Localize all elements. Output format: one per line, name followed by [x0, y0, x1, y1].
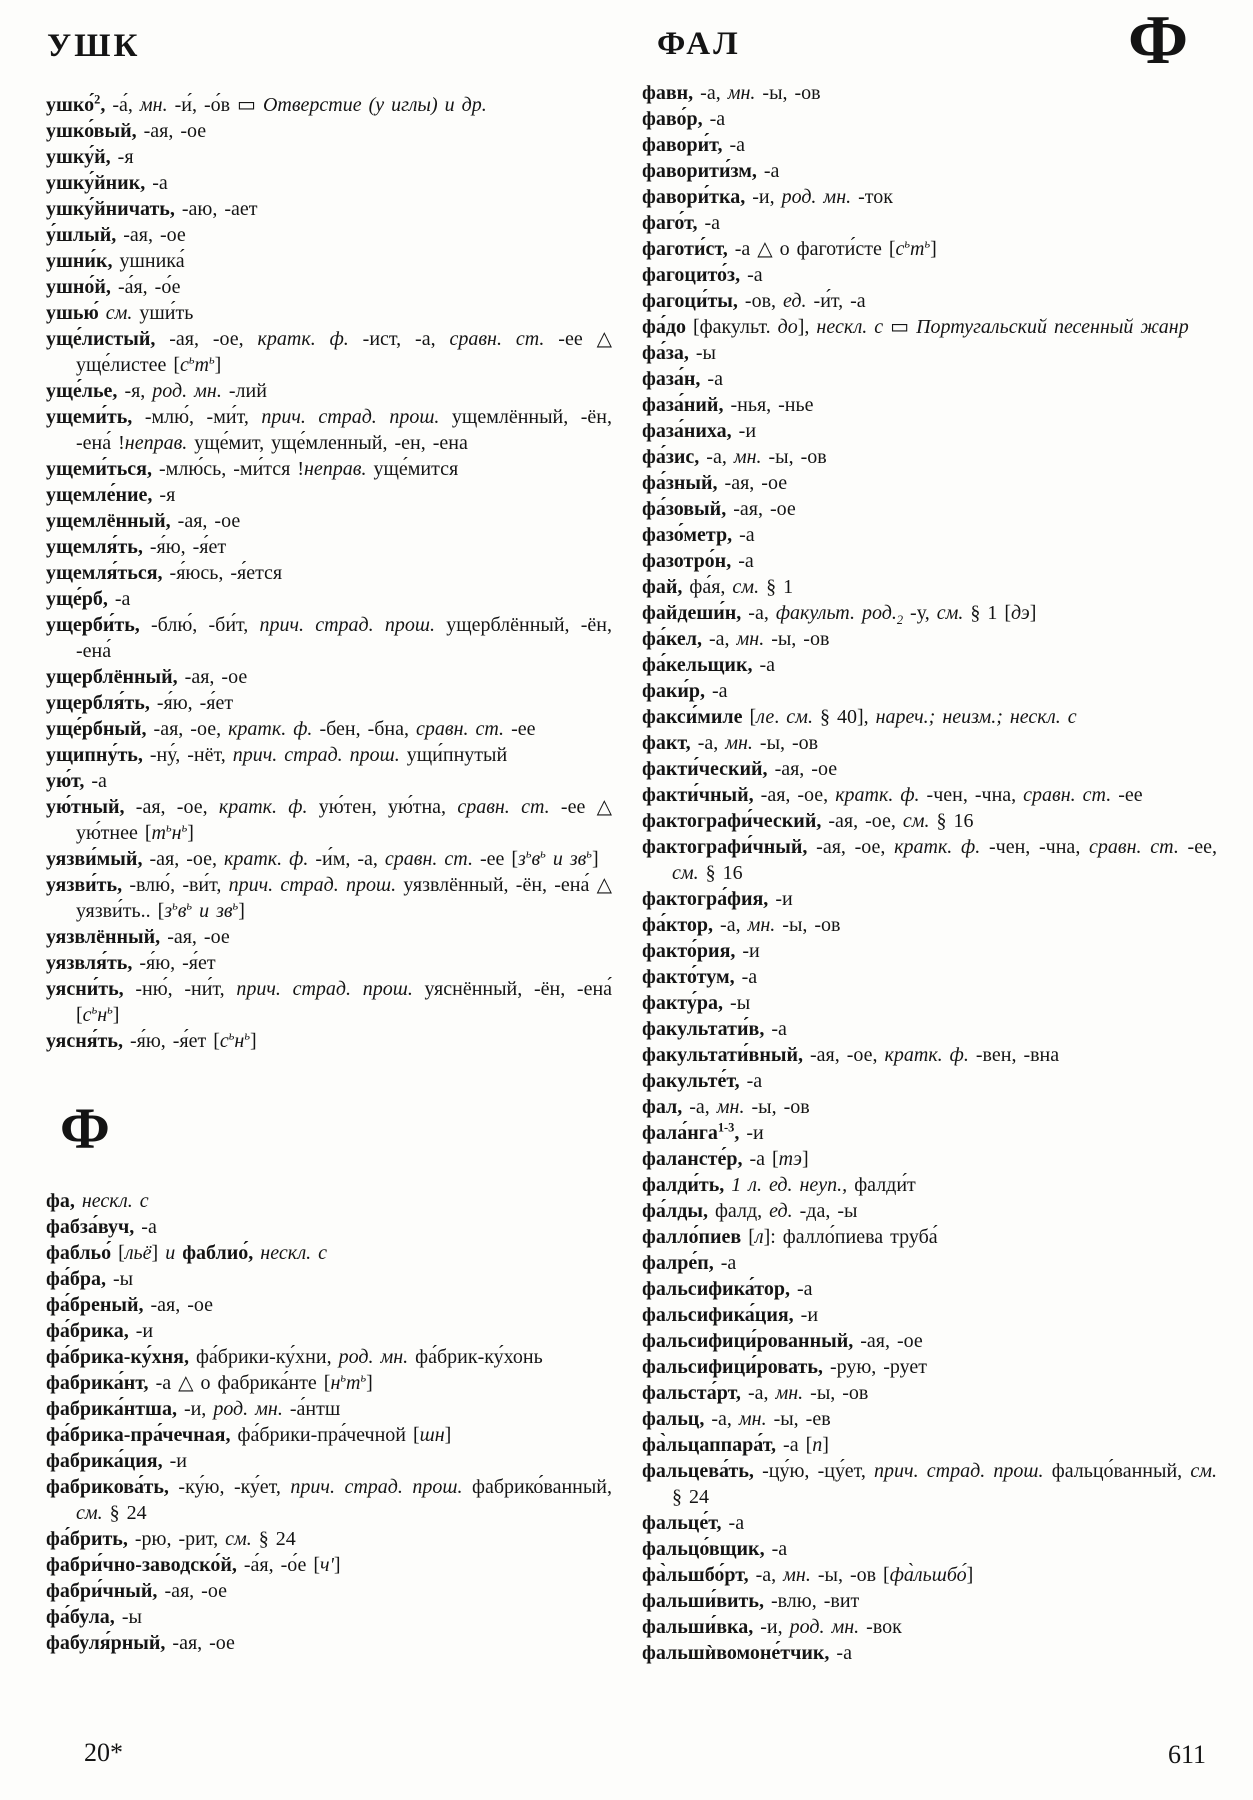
dictionary-entry: ушью́ см. уши́ть [46, 302, 194, 324]
dictionary-entry: фа́брить, -рю, -рит, см. § 24 [46, 1528, 296, 1550]
dictionary-entry: фа́брика, -и [46, 1320, 154, 1342]
dictionary-entry: ущеми́ться, -млю́сь, -ми́тся !неправ. уще́мится [46, 458, 459, 480]
dictionary-entry: фабрика́ция, -и [46, 1450, 187, 1472]
dictionary-entry: фа́бра, -ы [46, 1268, 134, 1290]
guide-word-left: УШК [47, 28, 141, 64]
dictionary-entry: фальцо́вщик, -а [642, 1538, 788, 1560]
dictionary-entry: ушко́вый, -ая, -ое [46, 120, 207, 142]
dictionary-entry: фа́лды, фалд, ед. -да, -ы [642, 1200, 858, 1222]
dictionary-entry: фальста́рт, -а, мн. -ы, -ов [642, 1382, 869, 1404]
dictionary-entry: фалансте́р, -а [тэ] [642, 1148, 809, 1170]
dictionary-entry: фагоци́ты, -ов, ед. -и́т, -а [642, 290, 866, 312]
dictionary-entry: фальши́вка, -и, род. мн. -вок [642, 1616, 902, 1638]
dictionary-entry: фа̀льцаппара́т, -а [п] [642, 1434, 829, 1456]
dictionary-entry: факт, -а, мн. -ы, -ов [642, 732, 819, 754]
dictionary-entry: фальсифика́ция, -и [642, 1304, 819, 1326]
dictionary-entry: фактогра́фия, -и [642, 888, 793, 910]
guide-word-right: ФАЛ [657, 26, 741, 62]
dictionary-entry: ущемля́ть, -я́ю, -я́ет [46, 536, 227, 558]
dictionary-entry: фай, фа́я, см. § 1 [642, 576, 794, 598]
dictionary-entry: ущеми́ть, -млю́, -ми́т, прич. страд. прош. ущемлённый, -ён, -ена́ !неправ. уще́мит, уще́мленный, -ен, -ена [46, 406, 613, 454]
entries-fal-block [642, 80, 1217, 1666]
entries-u-block [46, 92, 612, 1054]
dictionary-entry: фаза́н, -а [642, 368, 723, 390]
dictionary-entry: фазотро́н, -а [642, 550, 754, 572]
dictionary-entry: фальц, -а, мн. -ы, -ев [642, 1408, 831, 1430]
dictionary-entry: фа́брика-пра́чечная, фа́брики-пра́чечной [шн] [46, 1424, 452, 1446]
dictionary-entry: уще́лье, -я, род. мн. -лий [46, 380, 267, 402]
dictionary-entry: фал, -а, мн. -ы, -ов [642, 1096, 810, 1118]
dictionary-entry: фабри́чно-заводско́й, -а́я, -о́е [ч'] [46, 1554, 341, 1576]
dictionary-entry: фальшѝвомоне́тчик, -а [642, 1642, 852, 1664]
dictionary-entry: фабрика́нт, -а △ о фабрика́нте $[н^ьт^ь]$ [46, 1370, 373, 1394]
dictionary-entry: уязви́мый, -ая, -ое, кратк. ф. -и́м, -а, сравн. ст. -ее [$з^ьв^ь$ и $зв^ь$] [46, 846, 599, 870]
dictionary-entry: фала́нга$^{1-3}$, -и [642, 1120, 764, 1144]
dictionary-entry: ушни́к, ушника́ [46, 250, 185, 272]
dictionary-entry: фальсифици́рованный, -ая, -ое [642, 1330, 923, 1352]
dictionary-entry: ую́т, -а [46, 770, 107, 792]
dictionary-entry: ущерби́ть, -блю́, -би́т, прич. страд. прош. ущерблённый, -ён, -ена́ [46, 614, 612, 662]
dictionary-entry: ущербля́ть, -я́ю, -я́ет [46, 692, 234, 714]
dictionary-entry: ушку́йничать, -аю, -ает [46, 198, 258, 220]
dictionary-entry: уще́рб, -а [46, 588, 131, 610]
dictionary-entry: факульте́т, -а [642, 1070, 763, 1092]
section-letter-corner: Ф [1128, 2, 1189, 79]
dictionary-entry: фаготи́ст, -а △ о фаготи́сте $[с^ьт^ь]$ [642, 236, 937, 260]
dictionary-entry: фалло́пиев [л]: фалло́пиева труба́ [642, 1226, 938, 1248]
dictionary-entry: уясня́ть, -я́ю, -я́ет $[с^ьн^ь]$ [46, 1028, 257, 1052]
dictionary-entry: ушку́йник, -а [46, 172, 168, 194]
dictionary-entry: ущерблённый, -ая, -ое [46, 666, 248, 688]
dictionary-entry: ущемле́ние, -я [46, 484, 176, 506]
dictionary-entry: фа́брика-ку́хня, фа́брики-ку́хни, род. мн. фа́брик-ку́хонь [46, 1346, 543, 1368]
dictionary-entry: фалре́п, -а [642, 1252, 737, 1274]
dictionary-entry: фа́зовый, -ая, -ое [642, 498, 796, 520]
signature-mark: 20* [84, 1738, 123, 1767]
dictionary-entry: фальсифика́тор, -а [642, 1278, 813, 1300]
dictionary-entry: уязвлённый, -ая, -ое [46, 926, 230, 948]
dictionary-entry: фабрикова́ть, -ку́ю, -ку́ет, прич. страд. прош. фабрико́ванный, см. § 24 [46, 1476, 612, 1524]
dictionary-entry: фа́кельщик, -а [642, 654, 776, 676]
dictionary-entry: фагоцито́з, -а [642, 264, 763, 286]
dictionary-entry: ущемлённый, -ая, -ое [46, 510, 241, 532]
right-column [642, 80, 1217, 1666]
left-column [46, 92, 612, 1656]
dictionary-entry: фактографи́чный, -ая, -ое, кратк. ф. -чен, -чна, сравн. ст. -ее, см. § 16 [642, 836, 1217, 884]
dictionary-entry: фа́зис, -а, мн. -ы, -ов [642, 446, 827, 468]
dictionary-entry: фавн, -а, мн. -ы, -ов [642, 82, 821, 104]
dictionary-entry: факультати́вный, -ая, -ое, кратк. ф. -вен, -вна [642, 1044, 1060, 1066]
dictionary-entry: фальцева́ть, -цу́ю, -цу́ет, прич. страд. прош. фальцо́ванный, см. § 24 [642, 1460, 1217, 1508]
dictionary-entry: фальце́т, -а [642, 1512, 745, 1534]
dictionary-entry: уясни́ть, -ню́, -ни́т, прич. страд. прош. уяснённый, -ён, -ена́ $[с^ьн^ь]$ [46, 978, 613, 1026]
dictionary-entry: ую́тный, -ая, -ое, кратк. ф. ую́тен, ую́тна, сравн. ст. -ее △ ую́тнее $[т^ьн^ь]$ [46, 796, 613, 844]
dictionary-entry: ущипну́ть, -ну́, -нёт, прич. страд. прош. ущи́пнутый [46, 744, 508, 766]
dictionary-entry: уще́рбный, -ая, -ое, кратк. ф. -бен, -бна, сравн. ст. -ее [46, 718, 536, 740]
dictionary-entry: фа́за, -ы [642, 342, 716, 364]
dictionary-entry: факультати́в, -а [642, 1018, 787, 1040]
dictionary-entry: ушку́й, -я [46, 146, 134, 168]
dictionary-entry: фа́до [факульт. до], нескл. с ▭ Португальский песенный жанр [642, 316, 1189, 338]
dictionary-entry: фа̀льшбо́рт, -а, мн. -ы, -ов [фа̀льшбо́] [642, 1564, 974, 1586]
dictionary-entry: фаза́ний, -нья, -нье [642, 394, 814, 416]
dictionary-entry: факто́рия, -и [642, 940, 760, 962]
dictionary-entry: ушно́й, -а́я, -о́е [46, 276, 181, 298]
dictionary-entry: факти́чный, -ая, -ое, кратк. ф. -чен, -чна, сравн. ст. -ее [642, 784, 1143, 806]
dictionary-entry: факси́миле [ле. см. § 40], нареч.; неизм.; нескл. с [642, 706, 1077, 728]
dictionary-entry: фабри́чный, -ая, -ое [46, 1580, 227, 1602]
dictionary-entry: фабуля́рный, -ая, -ое [46, 1632, 235, 1654]
dictionary-entry: файдеши́н, -а, факульт. $род._2$ -у, см. § 1 [дэ] [642, 602, 1037, 627]
dictionary-entry: факи́р, -а [642, 680, 728, 702]
dictionary-entry: фаворити́зм, -а [642, 160, 780, 182]
dictionary-entry: факти́ческий, -ая, -ое [642, 758, 838, 780]
dictionary-entry: фа́була, -ы [46, 1606, 142, 1628]
dictionary-entry: фаза́ниха, -и [642, 420, 757, 442]
dictionary-entry: фабза́вуч, -а [46, 1216, 157, 1238]
dictionary-entry: уязвля́ть, -я́ю, -я́ет [46, 952, 216, 974]
dictionary-entry: ушко́$^2$, -а́, мн. -и́, -о́в ▭ Отверстие (у иглы) и др. [46, 92, 487, 116]
section-letter-heading: Ф [60, 1096, 110, 1161]
dictionary-entry: фалди́ть, 1 л. ед. неуп., фалди́т [642, 1174, 916, 1196]
dictionary-entry: фавори́т, -а [642, 134, 746, 156]
dictionary-entry: фабльо́ [льё] и фаблио́, нескл. с [46, 1242, 328, 1264]
dictionary-entry: фа́ктор, -а, мн. -ы, -ов [642, 914, 841, 936]
dictionary-entry: уще́листый, -ая, -ое, кратк. ф. -ист, -а, сравн. ст. -ее △ уще́листее $[с^ьт^ь]$ [46, 328, 612, 376]
dictionary-entry: у́шлый, -ая, -ое [46, 224, 186, 246]
dictionary-entry: фавори́тка, -и, род. мн. -ток [642, 186, 893, 208]
dictionary-entry: фактографи́ческий, -ая, -ое, см. § 16 [642, 810, 974, 832]
page-number: 611 [1168, 1740, 1207, 1769]
dictionary-entry: фальсифици́ровать, -рую, -рует [642, 1356, 928, 1378]
dictionary-entry: фальши́вить, -влю, -вит [642, 1590, 860, 1612]
dictionary-entry: уязви́ть, -влю́, -ви́т, прич. страд. прош. уязвлённый, -ён, -ена́ △ уязви́ть.. [$з^ьв^ь$ и $зв^ь$] [46, 874, 612, 922]
dictionary-entry: ущемля́ться, -я́юсь, -я́ется [46, 562, 283, 584]
dictionary-entry: фаго́т, -а [642, 212, 721, 234]
dictionary-entry: фа́бреный, -ая, -ое [46, 1294, 214, 1316]
dictionary-entry: фа́зный, -ая, -ое [642, 472, 788, 494]
dictionary-entry: фа́кел, -а, мн. -ы, -ов [642, 628, 830, 650]
dictionary-entry: фазо́метр, -а [642, 524, 755, 546]
dictionary-entry: фа, нескл. с [46, 1190, 149, 1212]
dictionary-entry: фабрика́нтша, -и, род. мн. -а́нтш [46, 1398, 341, 1420]
dictionary-entry: факто́тум, -а [642, 966, 758, 988]
dictionary-entry: фаво́р, -а [642, 108, 726, 130]
entries-f-block [46, 1188, 612, 1656]
dictionary-entry: факту́ра, -ы [642, 992, 751, 1014]
